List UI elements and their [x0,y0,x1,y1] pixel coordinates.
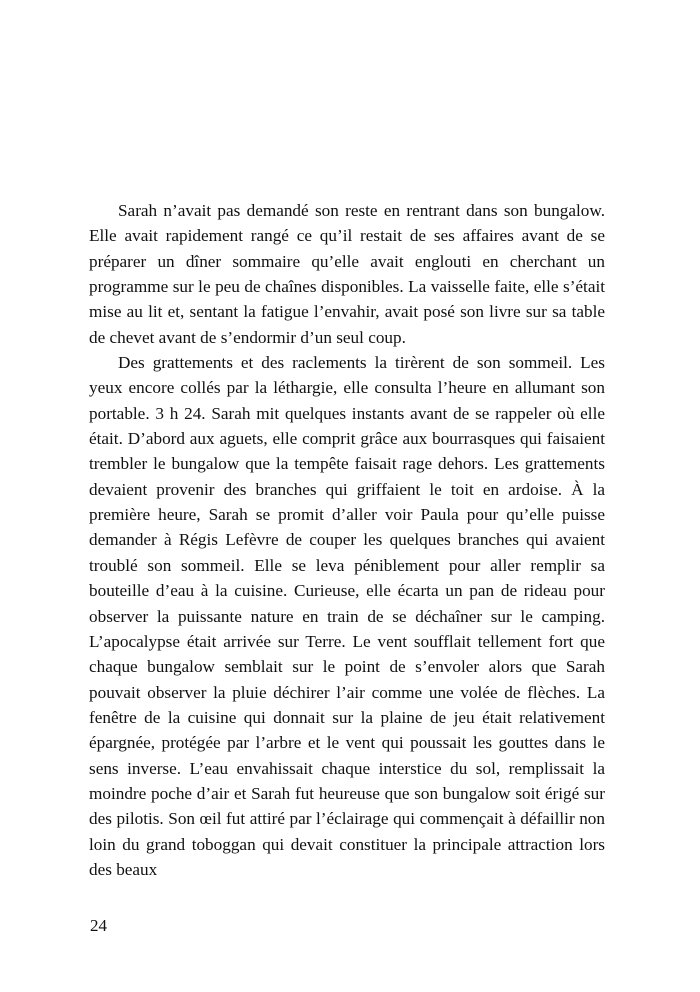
paragraph-1: Sarah n’avait pas demandé son reste en rentrant dans son bungalow. Elle avait rapidement rangé ce qu’il restait de ses affaires avant de se préparer un dîner sommaire qu’elle avait englouti en cherchant un programme sur le peu de chaînes disponibles. La vaisselle faite, elle s’était mise au lit et, sentant la fatigue l’envahir, avait posé son livre sur sa table de chevet avant de s’endormir d’un seul coup. [89,201,605,347]
body-text [89,198,605,882]
page-number: 24 [90,916,107,935]
paragraph-2: Des grattements et des raclements la tirèrent de son sommeil. Les yeux encore collés par la léthargie, elle consulta l’heure en allumant son portable. 3 h 24. Sarah mit quelques instants avant de se rappeler où elle était. D’abord aux aguets, elle comprit grâce aux bourrasques qui faisaient trembler le bungalow que la tempête faisait rage dehors. Les grattements devaient provenir des branches qui griffaient le toit en ardoise. À la première heure, Sarah se promit d’aller voir Paula pour qu’elle puisse demander à Régis Lefèvre de couper les quelques branches qui avaient troublé son sommeil. Elle se leva péniblement pour aller remplir sa bouteille d’eau à la cuisine. Curieuse, elle écarta un pan de rideau pour observer la puissante nature en train de se déchaîner sur le camping. L’apocalypse était arrivée sur Terre. Le vent soufflait tellement fort que chaque bungalow semblait sur le point de s’envoler alors que Sarah pouvait observer la pluie déchirer l’air comme une volée de flèches. La fenêtre de la cuisine qui donnait sur la plaine de jeu était relativement épargnée, protégée par l’arbre et le vent qui poussait les gouttes dans le sens inverse. L’eau envahissait chaque interstice du sol, remplissait la moindre poche d’air et Sarah fut heureuse que son bungalow soit érigé sur des pilotis. Son œil fut attiré par l’éclairage qui commençait à défaillir non loin du grand toboggan qui devait constituer la principale attraction lors des beaux [89,353,605,879]
